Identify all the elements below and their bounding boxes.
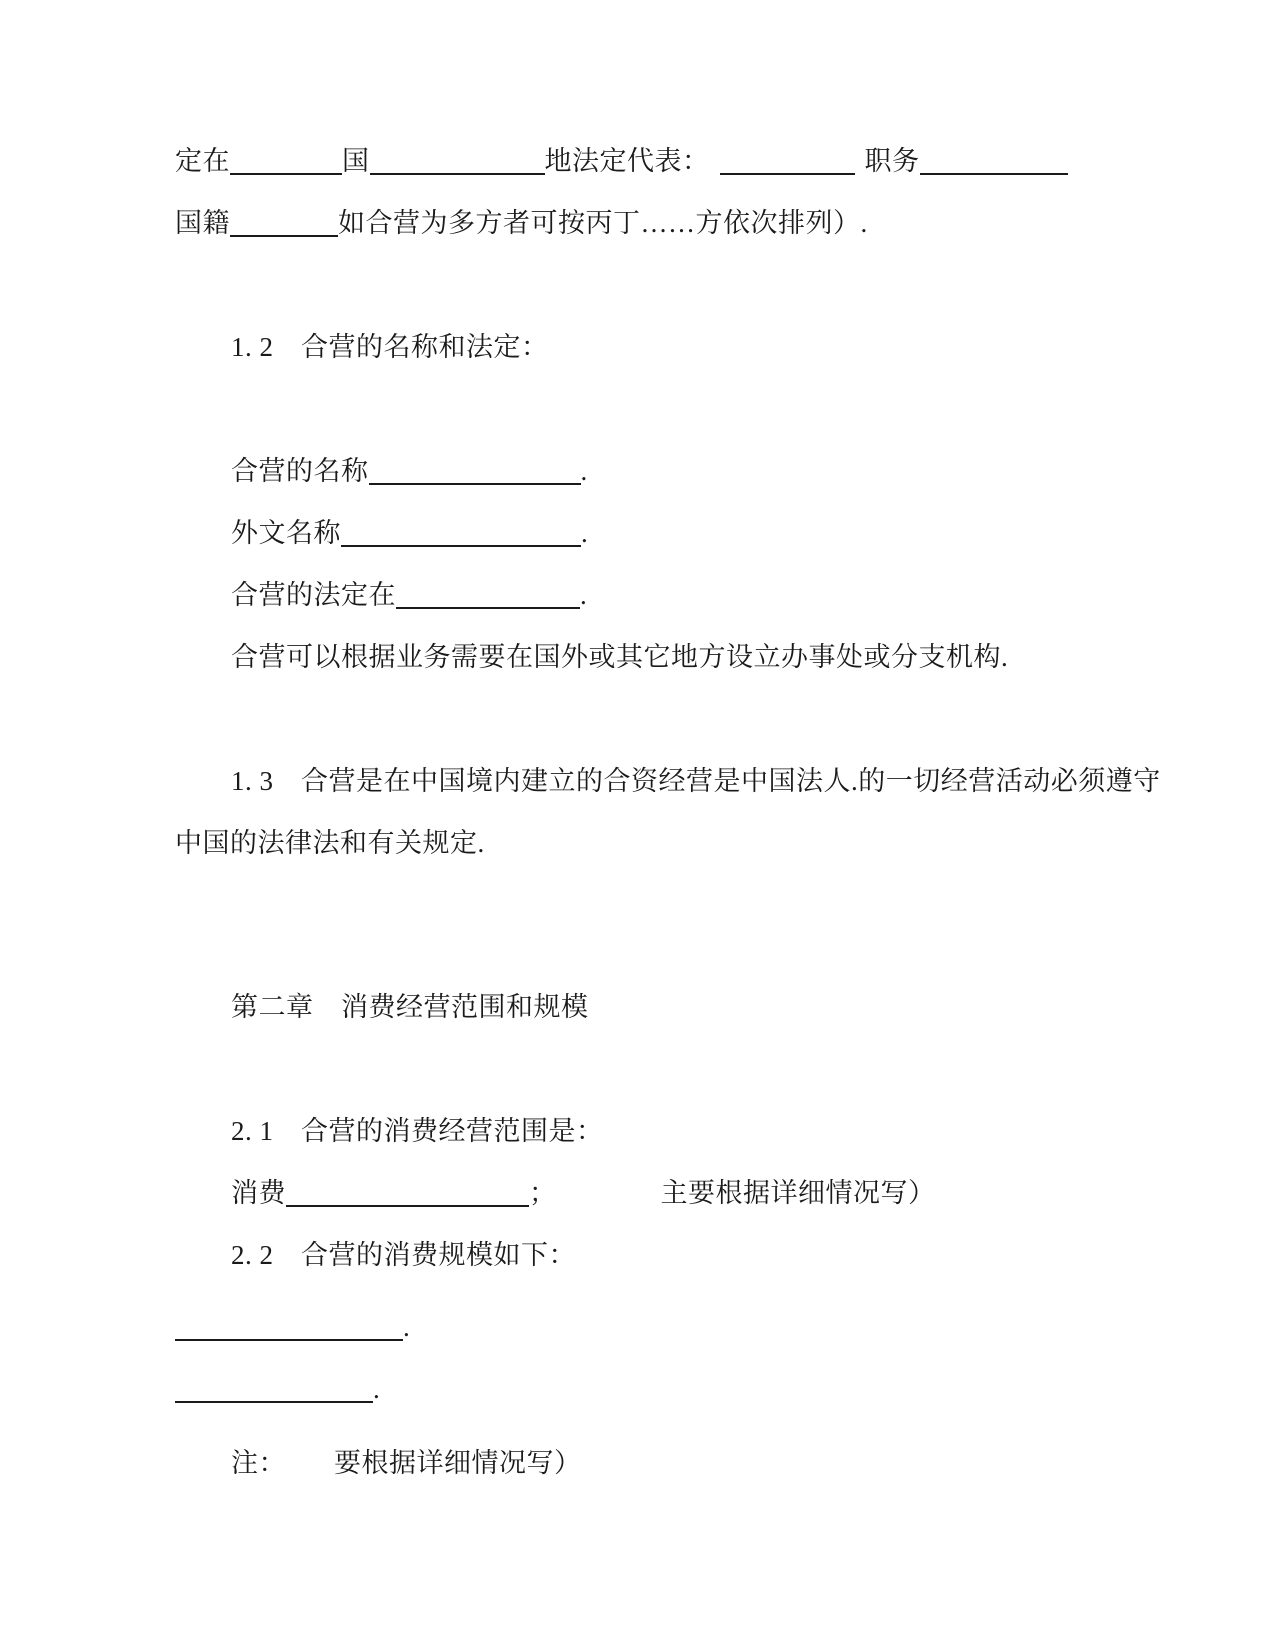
country-blank-field	[370, 147, 545, 175]
period: .	[373, 1374, 381, 1404]
consume-label: 消费	[231, 1178, 286, 1208]
nationality-blank-field	[230, 209, 338, 237]
section-2-1-heading-text: 2. 1 合营的消费经营范围是：	[231, 1116, 604, 1146]
section-1-3-line-2	[175, 812, 1130, 874]
semicolon: ；	[529, 1178, 557, 1208]
section-2-2-heading-text: 2. 2 合营的消费规模如下：	[231, 1240, 576, 1270]
spacer	[175, 1420, 1130, 1432]
spacer	[175, 378, 1130, 440]
foreign-name-line	[175, 502, 1130, 564]
multiparty-note: 如合营为多方者可按丙丁……方依次排列）.	[338, 208, 868, 238]
legal-location-blank-field	[396, 581, 580, 609]
legal-location-label: 合营的法定在	[231, 580, 396, 610]
consume-blank-field	[286, 1179, 529, 1207]
venture-name-blank-field	[369, 457, 581, 485]
chapter-2-heading-text: 第二章 消费经营范围和规模	[231, 992, 589, 1022]
legal-rep-label: 地法定代表：	[544, 146, 710, 176]
legal-rep-line-1	[175, 130, 1130, 192]
footnote-label: 注：	[231, 1448, 286, 1478]
duty-blank-field	[920, 147, 1068, 175]
section-1-3-text-1: 1. 3 合营是在中国境内建立的合资经营是中国法人.的一切经营活动必须遵守	[231, 766, 1161, 796]
duty-label: 职务	[864, 146, 920, 176]
period: .	[581, 518, 589, 548]
legal-rep-blank-field	[720, 147, 855, 175]
legal-location-line	[175, 564, 1130, 626]
period: .	[403, 1312, 411, 1342]
branch-note-text: 合营可以根据业务需要在国外或其它地方设立办事处或分支机构.	[231, 642, 1009, 672]
spacer	[175, 874, 1130, 976]
scope-note-text: 主要根据详细情况写）	[660, 1178, 936, 1208]
section-1-2-heading	[175, 316, 1130, 378]
section-1-3-line-1	[175, 750, 1161, 812]
section-2-2-heading	[175, 1224, 1130, 1286]
section-2-1-heading	[175, 1100, 1130, 1162]
branch-note-line	[175, 626, 1130, 688]
scale-blank-field-2	[175, 1375, 373, 1403]
venture-name-line	[175, 440, 1130, 502]
foreign-name-label: 外文名称	[231, 518, 341, 548]
spacer	[175, 1286, 1130, 1296]
spacer	[175, 688, 1130, 750]
residence-blank-field	[230, 147, 342, 175]
country-label: 国	[342, 146, 370, 176]
spacer	[175, 1038, 1130, 1100]
consume-scope-line	[175, 1162, 1130, 1224]
section-1-3-text-2: 中国的法律法和有关规定.	[175, 828, 485, 858]
nationality-label: 国籍	[175, 208, 230, 238]
period: .	[580, 580, 588, 610]
venture-name-label: 合营的名称	[231, 456, 369, 486]
legal-rep-line-2	[175, 192, 1130, 254]
chapter-2-heading	[175, 976, 1130, 1038]
spacer	[175, 254, 1130, 316]
residence-label: 定在	[175, 146, 230, 176]
section-1-2-heading-text: 1. 2 合营的名称和法定：	[231, 332, 549, 362]
scale-blank-line-1	[175, 1296, 1130, 1358]
footnote-line	[175, 1432, 1130, 1494]
scale-blank-field-1	[175, 1313, 403, 1341]
foreign-name-blank-field	[341, 519, 581, 547]
footnote-text: 要根据详细情况写）	[334, 1448, 582, 1478]
period: .	[580, 456, 588, 486]
scale-blank-line-2	[175, 1358, 1130, 1420]
